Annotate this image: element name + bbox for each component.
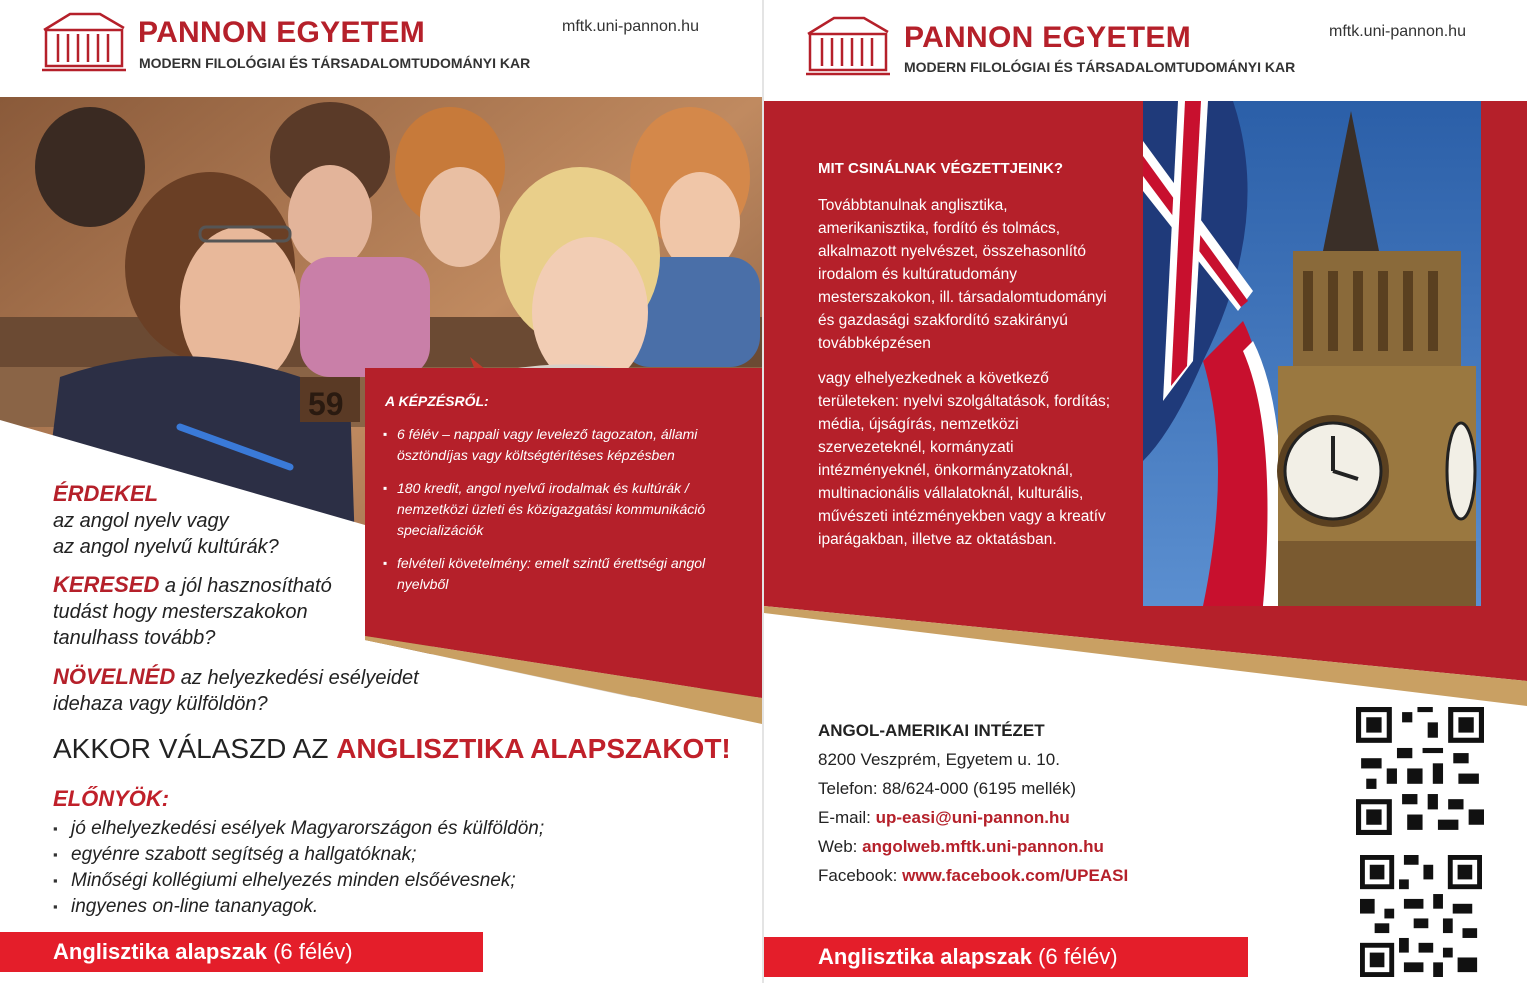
keyword-novelned: NÖVELNÉD (53, 664, 176, 689)
qr-code-icon[interactable] (1360, 855, 1482, 977)
program-footer-bar: Anglisztika alapszak (6 félév) (764, 937, 1248, 977)
contact-block (818, 716, 1128, 890)
address: 8200 Veszprém, Egyetem u. 10. (818, 750, 1060, 769)
email-row: E-mail: up-easi@uni-pannon.hu (818, 808, 1070, 827)
university-logo-icon (804, 14, 892, 78)
training-box-title: A KÉPZÉSRŐL: (385, 393, 489, 409)
list-item: ▪ felvételi követelmény: emelt szintű érettségi angol nyelvből (383, 553, 748, 595)
list-item: ▪ Minőségi kollégiumi elhelyezés minden elsőévesnek; (53, 868, 544, 894)
faculty-name: MODERN FILOLÓGIAI ÉS TÁRSADALOMTUDOMÁNYI KAR (139, 55, 531, 71)
list-item: ▪ 180 kredit, angol nyelvű irodalmak és kultúrák / nemzetközi üzleti és közigazgatási kommunikáció specializációk (383, 478, 748, 541)
question-interest: ÉRDEKEL az angol nyelv vagy az angol nyelvű kultúrák? (53, 481, 279, 558)
list-item: ▪ ingyenes on-line tananyagok. (53, 894, 544, 920)
question-improve: NÖVELNÉD az helyezkedési esélyeidet idehaza vagy külföldön? (53, 664, 419, 715)
left-page (0, 0, 762, 983)
phone-number: 88/624-000 (6195 mellék) (882, 779, 1076, 798)
institute-name: ANGOL-AMERIKAI INTÉZET (818, 721, 1045, 740)
graduates-paragraph-2: vagy elhelyezkednek a következő területeken: nyelvi szolgáltatások, fordítás; média, újságírás, nemzetközi szervezeteknél, kormányzati intézményeknél, önkormányzatoknál, multinacionális vállalatoknál, kulturális, művészeti intézményekben vagy a kreatív iparágakban, illetve az oktatásban. (818, 370, 1111, 548)
big-ben-photo (1143, 101, 1481, 606)
seat-number: 59 (308, 386, 344, 422)
question-seeking: KERESED a jól hasznosítható tudást hogy mesterszakokon tanulhass tovább? (53, 572, 332, 649)
list-item: ▪ egyénre szabott segítség a hallgatóknak; (53, 842, 544, 868)
university-name: PANNON EGYETEM (138, 16, 426, 49)
website-link[interactable]: mftk.uni-pannon.hu (1329, 23, 1466, 40)
advantages-list (53, 816, 544, 920)
keyword-keresed: KERESED (53, 572, 160, 597)
facebook-link[interactable]: www.facebook.com/UPEASI (902, 866, 1129, 885)
program-footer-bar: Anglisztika alapszak (6 félév) (0, 932, 483, 972)
graduates-paragraph-1: Továbbtanulnak anglisztika, amerikanisztika, fordító és tolmács, alkalmazott nyelvészet, összehasonlító irodalom és kultúratudomány mesterszakokon, ill. társadalomtudományi és gazdasági szakfordító szakirányú továbbképzésen (818, 197, 1107, 352)
call-to-action: AKKOR VÁLASZD AZ ANGLISZTIKA ALAPSZAKOT! (53, 733, 731, 764)
list-item: ▪ 6 félév – nappali vagy levelező tagozaton, állami ösztöndíjas vagy költségtérítéses képzésben (383, 424, 748, 466)
website-link[interactable]: mftk.uni-pannon.hu (562, 18, 699, 35)
keyword-erdekel: ÉRDEKEL (53, 481, 159, 506)
right-page (764, 0, 1527, 983)
web-row: Web: angolweb.mftk.uni-pannon.hu (818, 837, 1104, 856)
advantages-title: ELŐNYÖK: (53, 786, 170, 811)
phone-row: Telefon: 88/624-000 (6195 mellék) (818, 779, 1076, 798)
graduates-title: MIT CSINÁLNAK VÉGZETTJEINK? (818, 160, 1064, 177)
email-link[interactable]: up-easi@uni-pannon.hu (875, 808, 1070, 827)
facebook-row: Facebook: www.facebook.com/UPEASI (818, 866, 1129, 885)
qr-code-icon[interactable] (1356, 707, 1484, 835)
web-link[interactable]: angolweb.mftk.uni-pannon.hu (862, 837, 1104, 856)
list-item: ▪ jó elhelyezkedési esélyek Magyarországon és külföldön; (53, 816, 544, 842)
faculty-name: MODERN FILOLÓGIAI ÉS TÁRSADALOMTUDOMÁNYI KAR (904, 59, 1296, 75)
university-name: PANNON EGYETEM (904, 21, 1192, 54)
